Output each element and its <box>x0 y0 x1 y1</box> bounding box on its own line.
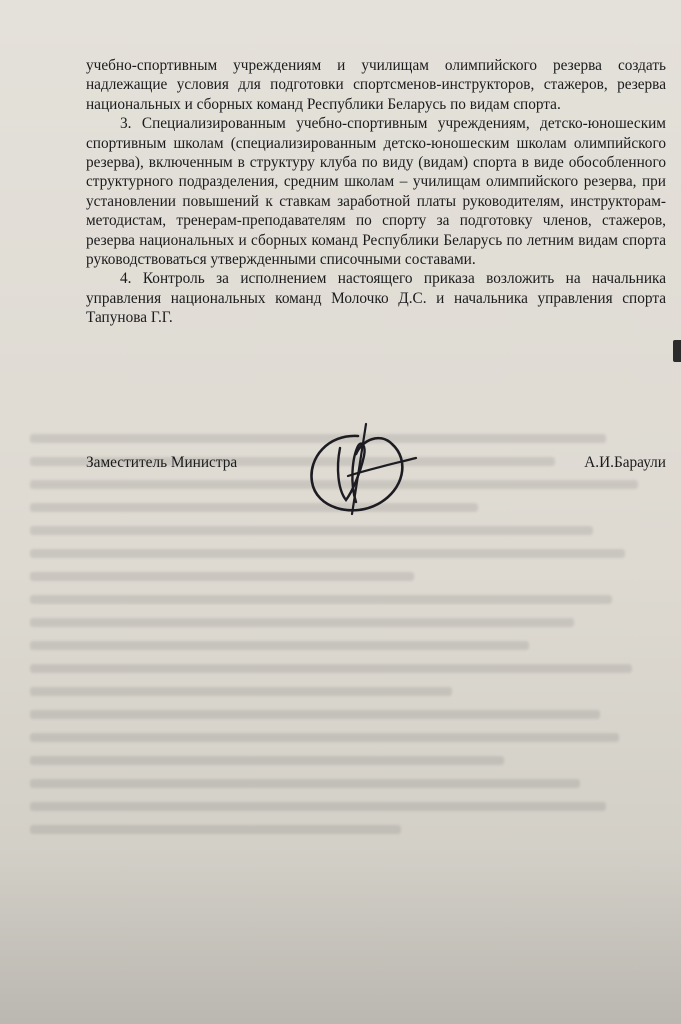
paragraph-3: 3. Специализированным учебно-спортивным учреждениям, детско-юношеским спортивным школам (специализированным детско-юношеским школам олимпийского резерва), включенным в структуру клуба по виду (видам) спорта в виде обособленного структурного подразделения, средним школам – училищам олимпийского резерва, при установлении повышений к ставкам заработной платы руководителям, инструкторам-методистам, тренерам-преподавателям по спорту за подготовку членов, стажеров, резерва национальных и сборных команд Республики Беларусь по летним видам спорта руководствоваться утвержденными списочными составами. <box>86 115 666 269</box>
order-text <box>86 56 666 328</box>
handwritten-signature <box>300 418 430 523</box>
paragraph-4: 4. Контроль за исполнением настоящего приказа возложить на начальника управления национальных команд Молочко Д.С. и начальника управления спорта Тапунова Г.Г. <box>86 270 666 327</box>
paragraph-continuation: учебно-спортивным учреждениям и училищам олимпийского резерва создать надлежащие условия для подготовки спортсменов-инструкторов, стажеров, резерва национальных и сборных команд Республики Беларусь по видам спорта. <box>86 57 666 113</box>
signer-position: Заместитель Министра <box>86 454 238 471</box>
signer-name: А.И.Бараули <box>584 454 666 471</box>
binder-clip-mark <box>673 340 681 362</box>
paper-shadow <box>0 844 681 1024</box>
